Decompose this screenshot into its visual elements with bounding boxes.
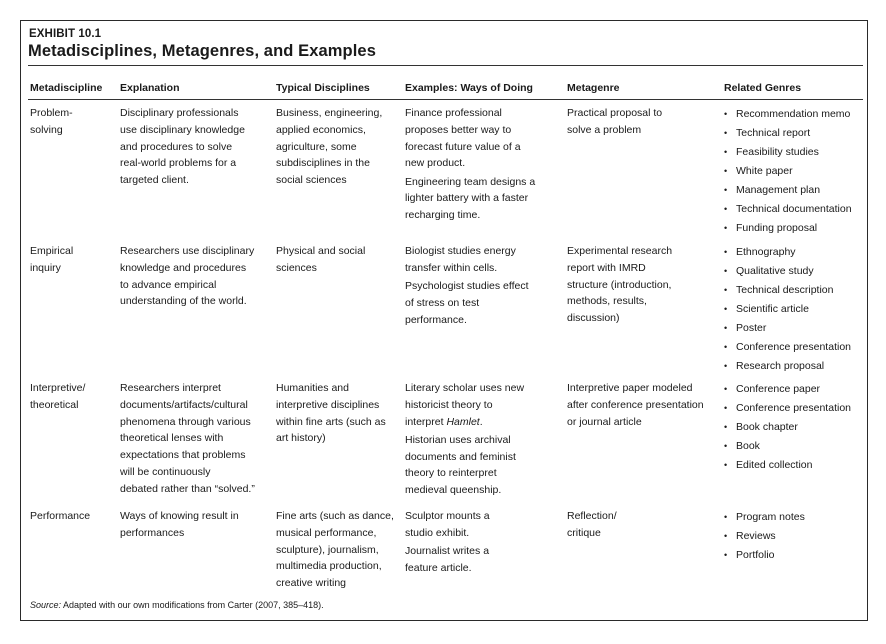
related-genre-item bbox=[724, 509, 805, 528]
cell-typical-disciplines bbox=[276, 380, 386, 447]
cell-line: within fine arts (such as bbox=[276, 415, 386, 428]
example-line: documents and feminist bbox=[405, 450, 516, 463]
cell-line: Experimental research bbox=[567, 245, 673, 257]
bullet-icon: • bbox=[724, 550, 728, 560]
related-genre-item bbox=[724, 244, 851, 263]
related-genre-label: Feasibility studies bbox=[736, 146, 819, 158]
cell-typical-disciplines bbox=[276, 508, 394, 592]
related-genre-label: Technical report bbox=[736, 127, 811, 139]
related-genre-label: Conference presentation bbox=[736, 402, 851, 414]
cell-line: Researchers use disciplinary bbox=[120, 245, 255, 257]
cell-metadiscipline bbox=[30, 380, 85, 414]
related-genre-item bbox=[724, 438, 851, 457]
cell-examples bbox=[405, 243, 529, 330]
related-genre-label: Portfolio bbox=[736, 549, 775, 561]
cell-line: social sciences bbox=[276, 174, 347, 187]
related-genre-item bbox=[724, 358, 851, 377]
example-line: Journalist writes a bbox=[405, 545, 490, 558]
cell-line: Interpretive/ bbox=[30, 382, 86, 394]
cell-line: knowledge and procedures bbox=[120, 261, 247, 274]
related-genre-item bbox=[724, 201, 852, 220]
example-paragraph bbox=[405, 105, 535, 172]
related-genre-item bbox=[724, 106, 852, 125]
bullet-icon: • bbox=[724, 422, 728, 432]
related-genre-label: Reviews bbox=[736, 530, 776, 542]
cell-line: solving bbox=[30, 123, 63, 136]
related-genre-item bbox=[724, 220, 852, 239]
bullet-icon: • bbox=[724, 342, 728, 352]
cell-explanation bbox=[120, 243, 254, 310]
related-genre-item bbox=[724, 125, 852, 144]
exhibit-label: EXHIBIT 10.1 bbox=[29, 28, 102, 40]
cell-typical-disciplines bbox=[276, 105, 382, 189]
example-line: Historian uses archival bbox=[405, 433, 511, 446]
cell-line: will be continuously bbox=[120, 465, 211, 478]
cell-line: use disciplinary knowledge bbox=[120, 123, 245, 136]
cell-line: expectations that problems bbox=[120, 449, 246, 462]
cell-line: Practical proposal to bbox=[567, 107, 663, 119]
related-genre-item bbox=[724, 182, 852, 201]
related-genre-item bbox=[724, 144, 852, 163]
related-genre-label: Research proposal bbox=[736, 360, 825, 372]
cell-explanation bbox=[120, 380, 255, 498]
related-genre-item bbox=[724, 282, 851, 301]
bullet-icon: • bbox=[724, 531, 728, 541]
cell-line: discussion) bbox=[567, 312, 620, 325]
related-genre-label: Book chapter bbox=[736, 421, 798, 433]
cell-examples bbox=[405, 508, 490, 578]
cell-line: Ways of knowing result in bbox=[120, 510, 239, 522]
example-paragraph bbox=[405, 380, 524, 430]
related-genre-item bbox=[724, 400, 851, 419]
example-line: Biologist studies energy bbox=[405, 245, 516, 257]
title-divider bbox=[28, 65, 863, 66]
bullet-icon: • bbox=[724, 361, 728, 371]
bullet-icon: • bbox=[724, 223, 728, 233]
cell-line: or journal article bbox=[567, 415, 642, 428]
cell-line: performances bbox=[120, 526, 185, 539]
bullet-icon: • bbox=[724, 109, 728, 119]
bullet-icon: • bbox=[724, 323, 728, 333]
bullet-icon: • bbox=[724, 384, 728, 394]
related-genre-label: Technical description bbox=[736, 284, 834, 296]
related-genre-item bbox=[724, 263, 851, 282]
related-genre-item bbox=[724, 547, 805, 566]
example-paragraph bbox=[405, 278, 529, 328]
cell-line: inquiry bbox=[30, 261, 61, 274]
example-line: theory to reinterpret bbox=[405, 467, 497, 480]
cell-typical-disciplines bbox=[276, 243, 365, 277]
example-line: Sculptor mounts a bbox=[405, 510, 490, 522]
related-genre-label: White paper bbox=[736, 165, 793, 177]
cell-metadiscipline bbox=[30, 105, 73, 139]
cell-line: sciences bbox=[276, 261, 317, 274]
example-line: transfer within cells. bbox=[405, 261, 498, 274]
bullet-icon: • bbox=[724, 266, 728, 276]
cell-metadiscipline bbox=[30, 243, 73, 277]
example-line: recharging time. bbox=[405, 209, 481, 222]
example-line: Psychologist studies effect bbox=[405, 280, 529, 293]
related-genre-item bbox=[724, 457, 851, 476]
cell-line: understanding of the world. bbox=[120, 295, 247, 308]
example-line: interpret Hamlet. bbox=[405, 415, 483, 428]
related-genre-item bbox=[724, 163, 852, 182]
cell-line: sculpture), journalism, bbox=[276, 543, 379, 556]
example-line: Literary scholar uses new bbox=[405, 382, 525, 394]
header-typical-disciplines: Typical Disciplines bbox=[276, 82, 370, 94]
cell-line: Disciplinary professionals bbox=[120, 107, 239, 119]
header-related-genres: Related Genres bbox=[724, 82, 802, 94]
related-genre-label: Conference paper bbox=[736, 383, 821, 395]
cell-line: Humanities and bbox=[276, 382, 349, 394]
related-genre-item bbox=[724, 301, 851, 320]
cell-explanation bbox=[120, 508, 239, 542]
cell-line: interpretive disciplines bbox=[276, 398, 380, 411]
example-line: forecast future value of a bbox=[405, 140, 521, 153]
header-metadiscipline: Metadiscipline bbox=[30, 82, 103, 94]
cell-line: Researchers interpret bbox=[120, 382, 221, 394]
related-genre-label: Conference presentation bbox=[736, 341, 851, 353]
bullet-icon: • bbox=[724, 441, 728, 451]
cell-line: structure (introduction, bbox=[567, 278, 672, 291]
related-genre-label: Management plan bbox=[736, 184, 821, 196]
related-genre-label: Funding proposal bbox=[736, 222, 818, 234]
cell-line: Performance bbox=[30, 510, 91, 522]
cell-line: subdisciplines in the bbox=[276, 157, 370, 170]
cell-line: after conference presentation bbox=[567, 398, 704, 411]
related-genre-label: Ethnography bbox=[736, 246, 796, 258]
cell-line: targeted client. bbox=[120, 174, 189, 187]
related-genre-label: Book bbox=[736, 440, 760, 452]
example-paragraph bbox=[405, 508, 490, 542]
cell-line: theoretical bbox=[30, 398, 79, 411]
cell-line: art history) bbox=[276, 432, 326, 445]
related-genre-label: Scientific article bbox=[736, 303, 809, 315]
example-line: Finance professional bbox=[405, 107, 502, 119]
example-line: of stress on test bbox=[405, 296, 480, 309]
related-genres-list bbox=[724, 509, 805, 566]
cell-line: solve a problem bbox=[567, 123, 642, 136]
cell-line: report with IMRD bbox=[567, 261, 646, 274]
example-paragraph bbox=[405, 432, 524, 499]
cell-metagenre bbox=[567, 380, 704, 430]
cell-metagenre bbox=[567, 508, 617, 542]
cell-line: Empirical bbox=[30, 245, 74, 257]
header-metagenre: Metagenre bbox=[567, 82, 620, 94]
related-genre-item bbox=[724, 381, 851, 400]
related-genre-label: Program notes bbox=[736, 511, 805, 523]
italic-title: Hamlet bbox=[446, 415, 480, 428]
cell-line: Fine arts (such as dance, bbox=[276, 510, 394, 522]
source-note bbox=[30, 600, 324, 610]
example-line: feature article. bbox=[405, 561, 472, 574]
cell-line: Interpretive paper modeled bbox=[567, 382, 693, 394]
example-line: studio exhibit. bbox=[405, 526, 470, 539]
cell-metagenre bbox=[567, 105, 662, 139]
header-divider bbox=[28, 99, 863, 100]
cell-line: applied economics, bbox=[276, 123, 366, 136]
cell-line: musical performance, bbox=[276, 526, 377, 539]
bullet-icon: • bbox=[724, 204, 728, 214]
related-genre-label: Edited collection bbox=[736, 459, 813, 471]
cell-metagenre bbox=[567, 243, 672, 327]
related-genres-list bbox=[724, 244, 851, 377]
cell-examples bbox=[405, 380, 524, 501]
example-paragraph bbox=[405, 174, 535, 224]
bullet-icon: • bbox=[724, 128, 728, 138]
related-genre-label: Technical documentation bbox=[736, 203, 852, 215]
header-explanation: Explanation bbox=[120, 82, 180, 94]
cell-explanation bbox=[120, 105, 245, 189]
cell-line: Problem- bbox=[30, 107, 73, 119]
example-line: historicist theory to bbox=[405, 398, 493, 411]
cell-line: methods, results, bbox=[567, 295, 647, 308]
header-examples: Examples: Ways of Doing bbox=[405, 82, 533, 94]
example-line: Engineering team designs a bbox=[405, 175, 536, 188]
exhibit-title: Metadisciplines, Metagenres, and Examples bbox=[28, 42, 376, 60]
bullet-icon: • bbox=[724, 403, 728, 413]
cell-line: real-world problems for a bbox=[120, 157, 237, 170]
cell-line: critique bbox=[567, 526, 601, 539]
example-line: new product. bbox=[405, 157, 466, 170]
example-line: lighter battery with a faster bbox=[405, 192, 529, 205]
cell-line: and procedures to solve bbox=[120, 140, 233, 153]
bullet-icon: • bbox=[724, 185, 728, 195]
related-genre-label: Poster bbox=[736, 322, 767, 334]
cell-line: phenomena through various bbox=[120, 415, 251, 428]
cell-line: Business, engineering, bbox=[276, 107, 383, 119]
example-line: performance. bbox=[405, 313, 467, 326]
related-genre-label: Recommendation memo bbox=[736, 108, 851, 120]
cell-metadiscipline bbox=[30, 508, 90, 525]
bullet-icon: • bbox=[724, 460, 728, 470]
bullet-icon: • bbox=[724, 285, 728, 295]
related-genres-list bbox=[724, 381, 851, 476]
source-text: Adapted with our own modifications from Carter (2007, 385–418). bbox=[61, 600, 324, 610]
related-genre-item bbox=[724, 320, 851, 339]
cell-examples bbox=[405, 105, 535, 226]
bullet-icon: • bbox=[724, 247, 728, 257]
related-genres-list bbox=[724, 106, 852, 239]
example-line: proposes better way to bbox=[405, 123, 512, 136]
cell-line: Physical and social bbox=[276, 245, 366, 257]
example-line: medieval queenship. bbox=[405, 484, 502, 497]
bullet-icon: • bbox=[724, 166, 728, 176]
cell-line: agriculture, some bbox=[276, 140, 357, 153]
bullet-icon: • bbox=[724, 512, 728, 522]
related-genre-item bbox=[724, 419, 851, 438]
bullet-icon: • bbox=[724, 304, 728, 314]
source-label: Source: bbox=[30, 600, 62, 610]
related-genre-item bbox=[724, 528, 805, 547]
related-genre-item bbox=[724, 339, 851, 358]
cell-line: debated rather than “solved.” bbox=[120, 482, 255, 495]
cell-line: theoretical lenses with bbox=[120, 432, 224, 445]
cell-line: multimedia production, bbox=[276, 560, 382, 573]
example-paragraph bbox=[405, 543, 490, 577]
cell-line: creative writing bbox=[276, 577, 347, 590]
cell-line: to advance empirical bbox=[120, 278, 217, 291]
example-paragraph bbox=[405, 243, 529, 277]
cell-line: Reflection/ bbox=[567, 510, 617, 522]
bullet-icon: • bbox=[724, 147, 728, 157]
related-genre-label: Qualitative study bbox=[736, 265, 814, 277]
cell-line: documents/artifacts/cultural bbox=[120, 398, 248, 411]
